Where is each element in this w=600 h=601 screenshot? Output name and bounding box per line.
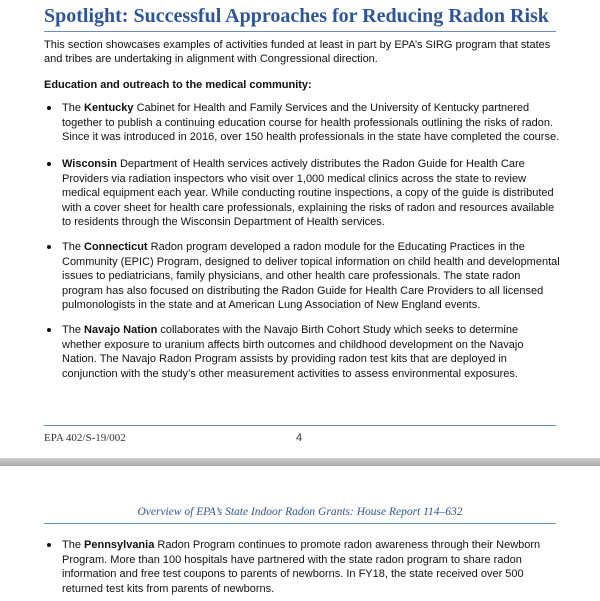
- page-title: Spotlight: Successful Approaches for Reducing Radon Risk: [44, 5, 549, 27]
- bullet-bold-name: Wisconsin: [62, 158, 117, 170]
- title-divider: [44, 31, 556, 32]
- bullet-bold-name: Pennsylvania: [84, 539, 155, 551]
- section-heading: Education and outreach to the medical community:: [44, 79, 312, 91]
- bullet-text: The Navajo Nation collaborates with the Navajo Birth Cohort Study which seeks to determine whether exposure to uranium affects birth outcomes and childhood development on the Navajo Nation. The Navajo Radon Program assists by providing radon test kits that are deployed in conjunction with the study’s other measurement activities to assess environmental exposures.: [62, 324, 524, 380]
- document-page-5: [0, 466, 600, 601]
- intro-paragraph: This section showcases examples of activities funded at least in part by EPA’s SIRG program that states and tribes are undertaking in alignment with Congressional direction.: [44, 39, 551, 65]
- bullet-bold-name: Connecticut: [84, 241, 148, 253]
- bullet-bold-name: Kentucky: [84, 102, 134, 114]
- bullet-text: The Kentucky Cabinet for Health and Family Services and the University of Kentucky partnered together to publish a continuing education course for health professionals outlining the risks of radon. Since it was introduced in 2016, over 150 health professionals in the state have completed the course.: [62, 102, 560, 143]
- footer-page-number: 4: [296, 432, 303, 444]
- page-separator: [0, 458, 600, 466]
- header-divider: [44, 523, 556, 524]
- bullet-icon: [47, 245, 51, 249]
- footer-document-number: EPA 402/S-19/002: [44, 432, 126, 444]
- bullet-icon: [47, 106, 51, 110]
- bullet-icon: [47, 162, 51, 166]
- bullet-bold-name: Navajo Nation: [84, 324, 158, 336]
- bullet-icon: [47, 543, 51, 547]
- footer-divider: [44, 425, 556, 426]
- bullet-text: Wisconsin Department of Health services actively distributes the Radon Guide for Health Care Providers via radiation inspectors who visit over 1,000 medical clinics across the state to review medical equipment each year. While conducting routine inspections, a copy of the guide is distributed with a cover sheet for health care professionals, explaining the risks of radon and resources available to residents through the Wisconsin Department of Health services.: [62, 158, 555, 228]
- bullet-text: The Connecticut Radon program developed a radon module for the Educating Practices in the Community (EPIC) Program, designed to deliver topical information on child health and developmental issues to pediatricians, family physicians, and other health care professionals. The state radon program has also focused on distributing the Radon Guide for Health Care Providers to all licensed pulmonologists in the state and at American Lung Association of New England events.: [62, 241, 560, 311]
- running-header: Overview of EPA’s State Indoor Radon Grants: House Report 114–632: [137, 506, 463, 518]
- bullet-text: The Pennsylvania Radon Program continues to promote radon awareness through their Newborn Program. More than 100 hospitals have partnered with the state radon program to share radon information and free test coupons to parents of newborns. In FY18, the state received over 500 returned test kits from parents of newborns.: [62, 539, 541, 595]
- bullet-icon: [47, 328, 51, 332]
